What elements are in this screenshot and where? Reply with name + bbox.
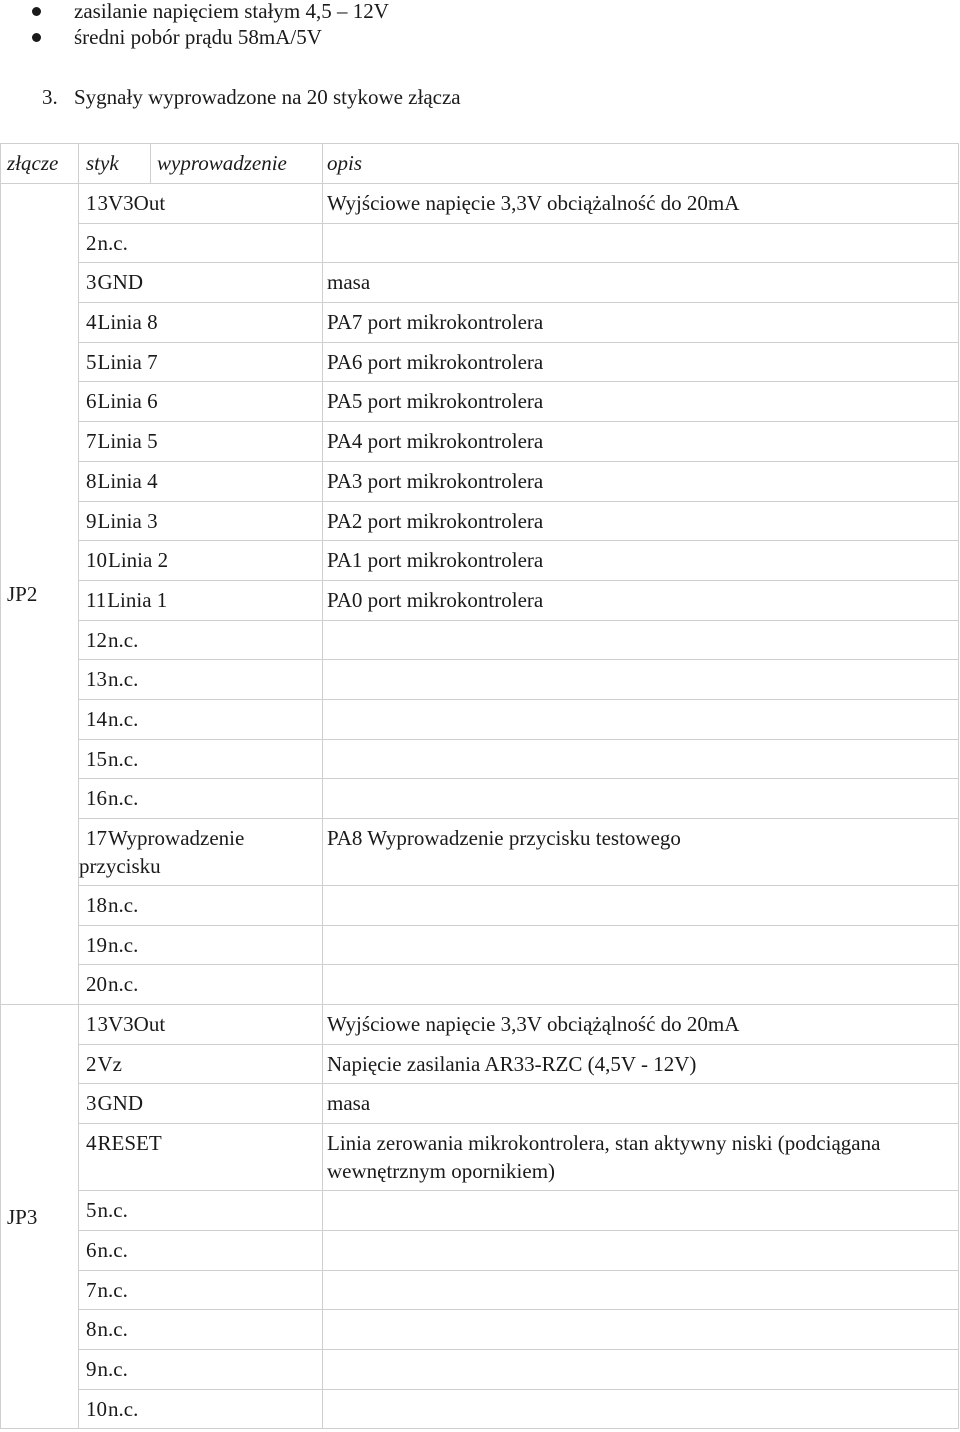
pin-signal: n.c. <box>108 746 139 771</box>
table-row <box>1 1310 959 1350</box>
pin-number: 10 <box>86 1396 107 1421</box>
pin-description-text: PA8 Wyprowadzenie przycisku testowego <box>327 826 681 850</box>
pin-signal-cell <box>79 620 323 660</box>
pin-description <box>323 1191 959 1231</box>
pin-signal: n.c. <box>108 893 139 917</box>
pin-description <box>323 1044 959 1084</box>
pin-description <box>323 925 959 965</box>
table-row <box>1 223 959 263</box>
pin-description-text <box>327 1271 958 1281</box>
pin-signal-cell <box>79 461 323 501</box>
pin-signal-cell <box>79 1349 323 1389</box>
pin-signal-cell <box>79 1389 323 1429</box>
pin-signal: n.c. <box>108 667 139 692</box>
pin-description <box>323 1389 959 1429</box>
table-row <box>1 580 959 620</box>
pin-signal: Linia 2 <box>108 548 169 573</box>
table-row <box>1 422 959 462</box>
pin-signal-cell <box>79 965 323 1005</box>
pin-number: 9 <box>86 1356 97 1381</box>
pin-description <box>323 541 959 581</box>
pin-signal-cell <box>79 660 323 700</box>
table-row <box>1 1124 959 1191</box>
pin-number: 5 <box>86 349 97 374</box>
table-row <box>1 1044 959 1084</box>
table-row <box>1 461 959 501</box>
pin-description-text <box>327 621 958 631</box>
pin-signal: n.c. <box>97 1277 128 1302</box>
pin-signal: 3V3Out <box>97 1012 166 1037</box>
pin-description-text <box>327 224 958 234</box>
pin-signal: n.c. <box>108 627 139 652</box>
pin-signal-cell <box>79 1044 323 1084</box>
table-row <box>1 1005 959 1045</box>
pin-description <box>323 886 959 926</box>
pin-description-text <box>327 1191 958 1201</box>
bullet-text: zasilanie napięciem stałym 4,5 – 12V <box>74 0 389 23</box>
pin-number: 2 <box>86 1051 97 1076</box>
pin-description <box>323 779 959 819</box>
pin-description-text <box>327 1390 958 1400</box>
table-row <box>1 1270 959 1310</box>
table-row <box>1 739 959 779</box>
pin-description <box>323 580 959 620</box>
pin-description-text <box>327 926 958 936</box>
pin-signal: Linia 4 <box>97 468 158 493</box>
pin-description <box>323 660 959 700</box>
table-row <box>1 1084 959 1124</box>
pin-description <box>323 739 959 779</box>
pin-description-text: masa <box>327 270 371 295</box>
connector-cell: JP2 <box>1 184 79 1005</box>
pin-signal: n.c. <box>108 706 139 731</box>
pin-description-text: PA3 port mikrokontrolera <box>327 468 544 493</box>
pin-signal-cell <box>79 580 323 620</box>
pin-description-text: PA6 port mikrokontrolera <box>327 349 544 374</box>
pin-signal: n.c. <box>97 1237 128 1262</box>
pin-signal-cell <box>79 1230 323 1270</box>
pin-description-text <box>327 965 958 975</box>
section-title: Sygnały wyprowadzone na 20 stykowe złącza <box>74 85 461 109</box>
pin-signal-cell <box>79 1310 323 1350</box>
pin-signal: n.c. <box>97 1317 128 1342</box>
table-row <box>1 382 959 422</box>
pin-signal: n.c. <box>108 932 139 957</box>
pin-description <box>323 965 959 1005</box>
pin-number: 4 <box>86 1131 97 1156</box>
pin-signal: Linia 3 <box>97 508 158 533</box>
pin-signal: Linia 8 <box>97 310 158 335</box>
pin-signal: n.c. <box>97 1198 128 1223</box>
pin-signal-cell <box>79 779 323 819</box>
pin-description-text <box>327 1231 958 1241</box>
pin-description-text: Wyjściowe napięcie 3,3V obciążalność do 20mA <box>327 191 740 215</box>
table-row <box>1 263 959 303</box>
pin-description <box>323 422 959 462</box>
pin-signal: RESET <box>97 1131 162 1156</box>
pin-description-text: PA7 port mikrokontrolera <box>327 310 544 335</box>
pin-description-text: masa <box>327 1091 371 1116</box>
bullet-text: średni pobór prądu 58mA/5V <box>74 25 322 49</box>
pin-number: 19 <box>86 932 107 957</box>
pin-number: 18 <box>86 893 107 917</box>
pin-number: 20 <box>86 972 107 997</box>
table-row <box>1 184 959 224</box>
pin-description <box>323 342 959 382</box>
pin-description <box>323 819 959 886</box>
pin-signal-cell <box>79 925 323 965</box>
pin-number: 14 <box>86 706 107 731</box>
pin-description <box>323 303 959 343</box>
table-row <box>1 965 959 1005</box>
pin-signal-cell <box>79 422 323 462</box>
pin-number: 10 <box>86 548 107 573</box>
pin-number: 12 <box>86 627 107 652</box>
table-row <box>1 1349 959 1389</box>
header-signal: wyprowadzenie <box>151 144 323 184</box>
pin-signal-cell <box>79 263 323 303</box>
pin-description-text: PA0 port mikrokontrolera <box>327 587 544 612</box>
table-row <box>1 303 959 343</box>
table-header-row <box>1 144 959 184</box>
pin-description <box>323 699 959 739</box>
pin-signal-cell <box>79 1005 323 1045</box>
pin-description <box>323 620 959 660</box>
pin-description-text: PA1 port mikrokontrolera <box>327 548 544 573</box>
pin-description <box>323 1349 959 1389</box>
pin-signal-cell <box>79 1270 323 1310</box>
pin-signal-cell <box>79 819 323 886</box>
table-row <box>1 660 959 700</box>
header-connector: złącze <box>1 144 79 184</box>
pin-signal-cell <box>79 541 323 581</box>
pin-description <box>323 461 959 501</box>
pin-number: 1 <box>86 191 97 215</box>
pin-number: 6 <box>86 389 97 414</box>
pin-signal: Vz <box>97 1051 122 1076</box>
pin-signal-cell <box>79 184 323 224</box>
pin-signal: Linia 5 <box>97 429 158 454</box>
table-row <box>1 819 959 886</box>
pin-signal-cell <box>79 699 323 739</box>
table-row <box>1 342 959 382</box>
table-row <box>1 1389 959 1429</box>
pin-signal-cell <box>79 886 323 926</box>
pin-number: 3 <box>86 270 97 295</box>
header-pin: styk <box>79 144 151 184</box>
pin-number: 7 <box>86 429 97 454</box>
pin-number: 3 <box>86 1091 97 1116</box>
bullet-dot-icon <box>32 33 41 42</box>
pin-signal-cell <box>79 342 323 382</box>
pin-signal: Linia 1 <box>107 587 168 612</box>
pin-signal-cell <box>79 1191 323 1231</box>
pin-description-text <box>327 700 958 710</box>
table-row <box>1 699 959 739</box>
pin-description <box>323 1270 959 1310</box>
pin-description-text: Wyjściowe napięcie 3,3V obciążąlność do 20mA <box>327 1012 740 1037</box>
pin-description <box>323 1310 959 1350</box>
pin-number: 16 <box>86 786 107 811</box>
pin-number: 1 <box>86 1012 97 1037</box>
table-row <box>1 779 959 819</box>
pin-signal-cell <box>79 1084 323 1124</box>
pin-signal: n.c. <box>97 1356 128 1381</box>
pin-number: 8 <box>86 1317 97 1342</box>
pin-number: 13 <box>86 667 107 692</box>
pin-description <box>323 1230 959 1270</box>
pin-number: 2 <box>86 230 97 255</box>
pin-signal-cell <box>79 1124 323 1191</box>
pin-signal: n.c. <box>108 786 139 811</box>
table-row <box>1 925 959 965</box>
pin-signal: Wyprowadzenie przycisku <box>79 826 245 878</box>
pin-description <box>323 382 959 422</box>
table-row <box>1 501 959 541</box>
pin-description-text: PA4 port mikrokontrolera <box>327 429 544 454</box>
pin-description <box>323 1084 959 1124</box>
table-row <box>1 1230 959 1270</box>
pin-number: 8 <box>86 468 97 493</box>
pin-table-container <box>0 143 959 1429</box>
pin-description-text <box>327 1350 958 1360</box>
bullet-dot-icon <box>32 7 41 16</box>
pin-description <box>323 223 959 263</box>
pin-number: 6 <box>86 1237 97 1262</box>
pin-signal: n.c. <box>97 230 128 255</box>
connector-cell: JP3 <box>1 1005 79 1429</box>
table-row <box>1 541 959 581</box>
pin-signal: GND <box>97 270 143 295</box>
pin-signal: GND <box>97 1091 143 1116</box>
pin-number: 17 <box>86 826 107 850</box>
pin-description <box>323 501 959 541</box>
pin-description-text <box>327 660 958 670</box>
pin-description-text: Linia zerowania mikrokontrolera, stan aktywny niski (podciągana wewnętrznym opornikiem) <box>327 1131 881 1184</box>
pin-description-text <box>327 740 958 750</box>
pin-description <box>323 263 959 303</box>
pin-description-text <box>327 1310 958 1320</box>
pin-number: 4 <box>86 310 97 335</box>
pin-description <box>323 184 959 224</box>
pin-number: 9 <box>86 508 97 533</box>
pin-signal: 3V3Out <box>97 191 166 215</box>
pin-table <box>0 143 959 1429</box>
pin-description-text: PA2 port mikrokontrolera <box>327 508 544 533</box>
pin-description-text <box>327 886 958 896</box>
pin-number: 7 <box>86 1277 97 1302</box>
pin-signal-cell <box>79 739 323 779</box>
pin-signal-cell <box>79 223 323 263</box>
header-description: opis <box>323 144 959 184</box>
pin-signal-cell <box>79 382 323 422</box>
pin-signal-cell <box>79 501 323 541</box>
pin-description-text: Napięcie zasilania AR33-RZC (4,5V - 12V) <box>327 1051 697 1076</box>
section-number: 3. <box>42 85 58 109</box>
pin-signal-cell <box>79 303 323 343</box>
pin-number: 5 <box>86 1198 97 1223</box>
pin-number: 15 <box>86 746 107 771</box>
pin-description-text: PA5 port mikrokontrolera <box>327 389 544 414</box>
pin-description <box>323 1005 959 1045</box>
pin-signal: n.c. <box>108 972 139 997</box>
pin-number: 11 <box>86 587 107 612</box>
table-row <box>1 886 959 926</box>
pin-signal: n.c. <box>108 1396 139 1421</box>
pin-description <box>323 1124 959 1191</box>
table-body <box>1 184 959 1429</box>
pin-signal: Linia 7 <box>97 349 158 374</box>
table-row <box>1 1191 959 1231</box>
pin-signal: Linia 6 <box>97 389 158 414</box>
pin-description-text <box>327 779 958 789</box>
table-row <box>1 620 959 660</box>
